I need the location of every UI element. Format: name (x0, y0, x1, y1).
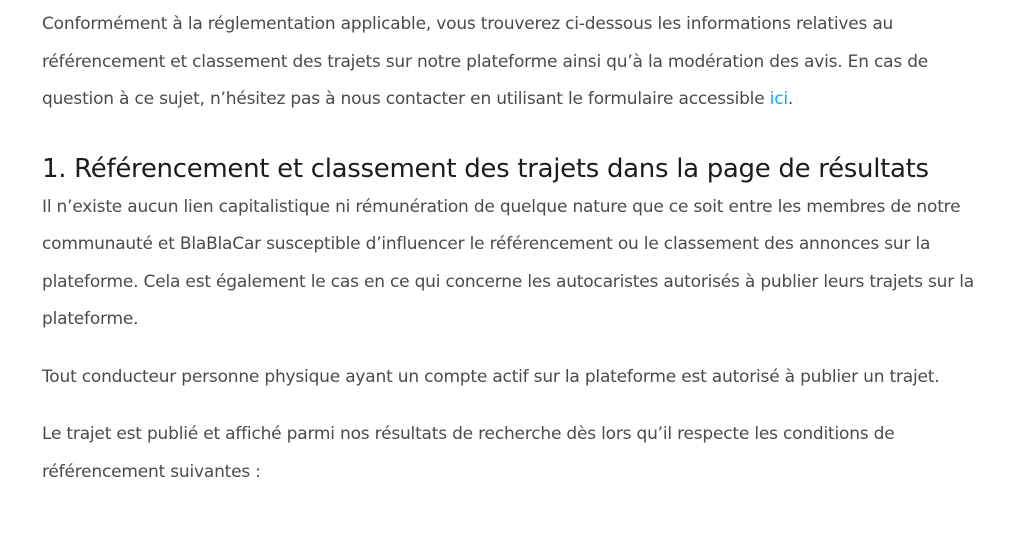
intro-text: Conformément à la réglementation applicable, vous trouverez ci-dessous les informations relatives au référencement et classement des trajets sur notre plateforme ainsi qu’à la modération des avis. En cas de question à ce sujet, n’hésitez pas à nous contacter en utilisant le formulaire accessible (42, 14, 929, 109)
article-content (42, 6, 992, 491)
section-paragraph-driver-eligibility: Tout conducteur personne physique ayant un compte actif sur la plateforme est autorisé à publier un trajet. (42, 366, 940, 387)
section-paragraph-listing-conditions: Le trajet est publié et affiché parmi nos résultats de recherche dès lors qu’il respecte les conditions de référencement suivantes : (42, 424, 895, 482)
section-paragraph-capital-link: Il n’existe aucun lien capitalistique ni rémunération de quelque nature que ce soit entre les membres de notre communauté et BlaBlaCar susceptible d’influencer le référencement ou le classement des annonces sur la plateforme. Cela est également le cas en ce qui concerne les autocaristes autorisés à publier leurs trajets sur la plateforme. (42, 196, 974, 329)
contact-form-link[interactable]: ici (769, 89, 788, 109)
intro-paragraph (42, 6, 992, 119)
section-heading: 1. Référencement et classement des trajets dans la page de résultats (42, 153, 929, 184)
intro-text-end: . (787, 89, 794, 109)
